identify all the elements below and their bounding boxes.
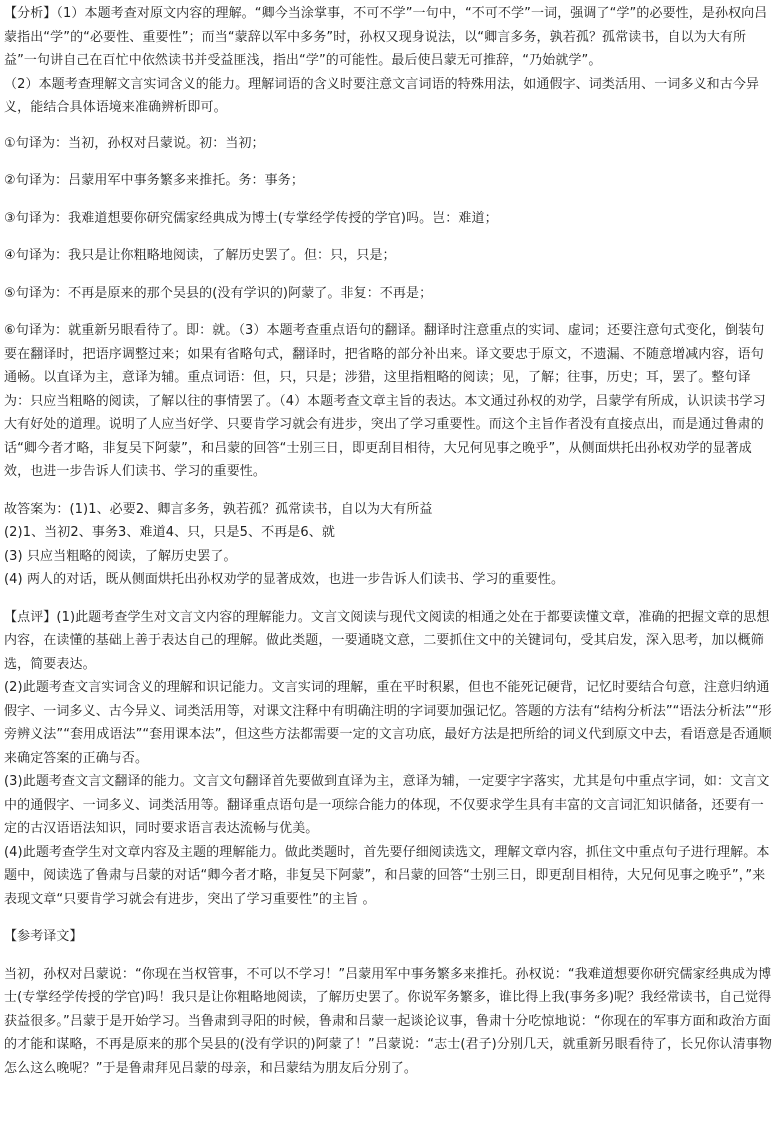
comment-part-3: (3)此题考查文言文翻译的能力。文言文句翻译首先要做到直译为主，意译为辅，一定要字字落实，尤其是句中重点字词，如：文言文中的通假字、一词多义、词类活用等。翻译重点语句是一项综合能力的体现，不仅要求学生具有丰富的文言词汇知识储备，还要有一定的古汉语语法知识，同时要求语言表达流畅与优美。 bbox=[4, 774, 770, 836]
answer-line-2: (2)1、当初2、事务3、难道4、只，只是5、不再是6、就 bbox=[4, 525, 335, 540]
answer-line-3: (3) 只应当粗略的阅读，了解历史罢了。 bbox=[4, 548, 237, 564]
translation-body: 当初，孙权对吕蒙说：“你现在当权管事，不可以不学习！”吕蒙用军中事务繁多来推托。孙权说：“我难道想要你研究儒家经典成为博士(专掌经学传授的学官)吗！我只是让你粗略地阅读，了解历史罢了。你说军务繁多，谁比得上我(事务多)呢？我经常读书，自己觉得获益很多。”吕蒙于是开始学习。当鲁肃到寻阳的时候，鲁肃和吕蒙一起谈论议事，鲁肃十分吃惊地说：“你现在的军事方面和政治方面的才能和谋略，不再是原来的那个吴县的(没有学识的)阿蒙了！”吕蒙说：“志士(君子)分别几天，就重新另眼看待了，长兄你认清事物怎么这么晚呢？”于是鲁肃拜见吕蒙的母亲，和吕蒙结为朋友后分别了。 bbox=[4, 966, 772, 1076]
answer-line-4: (4) 两人的对话，既从侧面烘托出孙权劝学的显著成效，也进一步告诉人们读书、学习的重要性。 bbox=[4, 572, 565, 587]
answers-section bbox=[4, 498, 776, 592]
translation-heading: 【参考译文】 bbox=[4, 929, 83, 944]
analysis-section bbox=[4, 2, 776, 484]
comment-part-2: (2)此题考查文言实词含义的理解和识记能力。文言实词的理解，重在平时积累，但也不能死记硬背，记忆时要结合句意，注意归纳通假字、一词多义、古今异义、词类活用等，对课文注释中有明确注明的字词要加强记忆。答题的方法有“结构分析法”“语法分析法”“形旁辨义法”“套用成语法”“套用课本法”，但这些方法都需要一定的文言功底，最好方法是把所给的词义代到原文中去，看语意是否通顺来确定答案的正确与否。 bbox=[4, 680, 772, 766]
translation-section bbox=[4, 925, 776, 1080]
analysis-item-6: ⑥句译为：就重新另眼看待了。即：就。（3）本题考查重点语句的翻译。翻译时注意重点的实词、虚词；还要注意句式变化，倒装句要在翻译时，把语序调整过来；如果有省略句式，翻译时，把省略的部分补出来。译文要忠于原文，不遗漏、不随意增减内容，语句通畅。以直译为主，意译为辅。重点词语：但，只，只是；涉猎，这里指粗略的阅读；见，了解；往事，历史；耳，罢了。整句译为：只应当粗略的阅读，了解以往的事情罢了。（4）本题考查文章主旨的表达。本文通过孙权的劝学，吕蒙学有所成，认识读书学习大有好处的道理。说明了人应当好学、只要肯学习就会有进步，突出了学习重要性。而这个主旨作者没有直接点出，而是通过鲁肃的话“卿今者才略，非复吴下阿蒙”，和吕蒙的回答“士别三日，即更刮目相待，大兄何见事之晚乎”，从侧面烘托出孙权劝学的显著成效，也进一步告诉人们读书、学习的重要性。 bbox=[4, 323, 766, 479]
answer-line-1: 故答案为：(1)1、必要2、卿言多务，孰若孤？孤常读书，自以为大有所益 bbox=[4, 501, 433, 517]
comment-section bbox=[4, 606, 776, 912]
analysis-intro: 【分析】（1）本题考查对原文内容的理解。“卿今当涂掌事，不可不学”一句中，“不可不学”一词，强调了“学”的必要性，是孙权向吕蒙指出“学”的“必要性、重要性”；而当“蒙辞以军中多务”时，孙权又现身说法，以“卿言多务，孰若孤？孤常读书，自以为大有所益”一句讲自己在百忙中依然读书并受益匪浅，指出“学”的可能性。最后使吕蒙无可推辞，“乃始就学”。 bbox=[4, 6, 768, 68]
analysis-item-3: ③句译为：我难道想要你研究儒家经典成为博士(专掌经学传授的学官)吗。岂：难道； bbox=[4, 210, 498, 226]
comment-part-4: (4)此题考查学生对文章内容及主题的理解能力。做此类题时，首先要仔细阅读选文，理解文章内容，抓住文中重点句子进行理解。本题中，阅读选了鲁肃与吕蒙的对话“卿今者才略，非复吴下阿蒙”，和吕蒙的回答“士别三日，即更刮目相待，大兄何见事之晚乎”，”来表现文章“只要肯学习就会有进步，突出了学习重要性”的主旨 。 bbox=[4, 844, 770, 907]
analysis-item-2: ②句译为：吕蒙用军中事务繁多来推托。务：事务； bbox=[4, 173, 304, 188]
analysis-item-4: ④句译为：我只是让你粗略地阅读，了解历史罢了。但：只，只是； bbox=[4, 248, 396, 263]
analysis-item-1: ①句译为：当初，孙权对吕蒙说。初：当初； bbox=[4, 135, 265, 151]
analysis-item-5: ⑤句译为：不再是原来的那个吴县的(没有学识的)阿蒙了。非复：不再是； bbox=[4, 285, 433, 301]
analysis-part2: （2）本题考查理解文言实词含义的能力。理解词语的含义时要注意文言词语的特殊用法，如通假字、词类活用、一词多义和古今异义，能结合具体语境来准确辨析即可。 bbox=[4, 76, 760, 115]
comment-part-1: 【点评】(1)此题考查学生对文言文内容的理解能力。文言文阅读与现代文阅读的相通之处在于都要读懂文章，准确的把握文章的思想内容，在读懂的基础上善于表达自己的理解。做此类题，一要通晓文意，二要抓住文中的关键词句，受其启发，深入思考，加以概筛选，简要表达。 bbox=[4, 609, 770, 672]
